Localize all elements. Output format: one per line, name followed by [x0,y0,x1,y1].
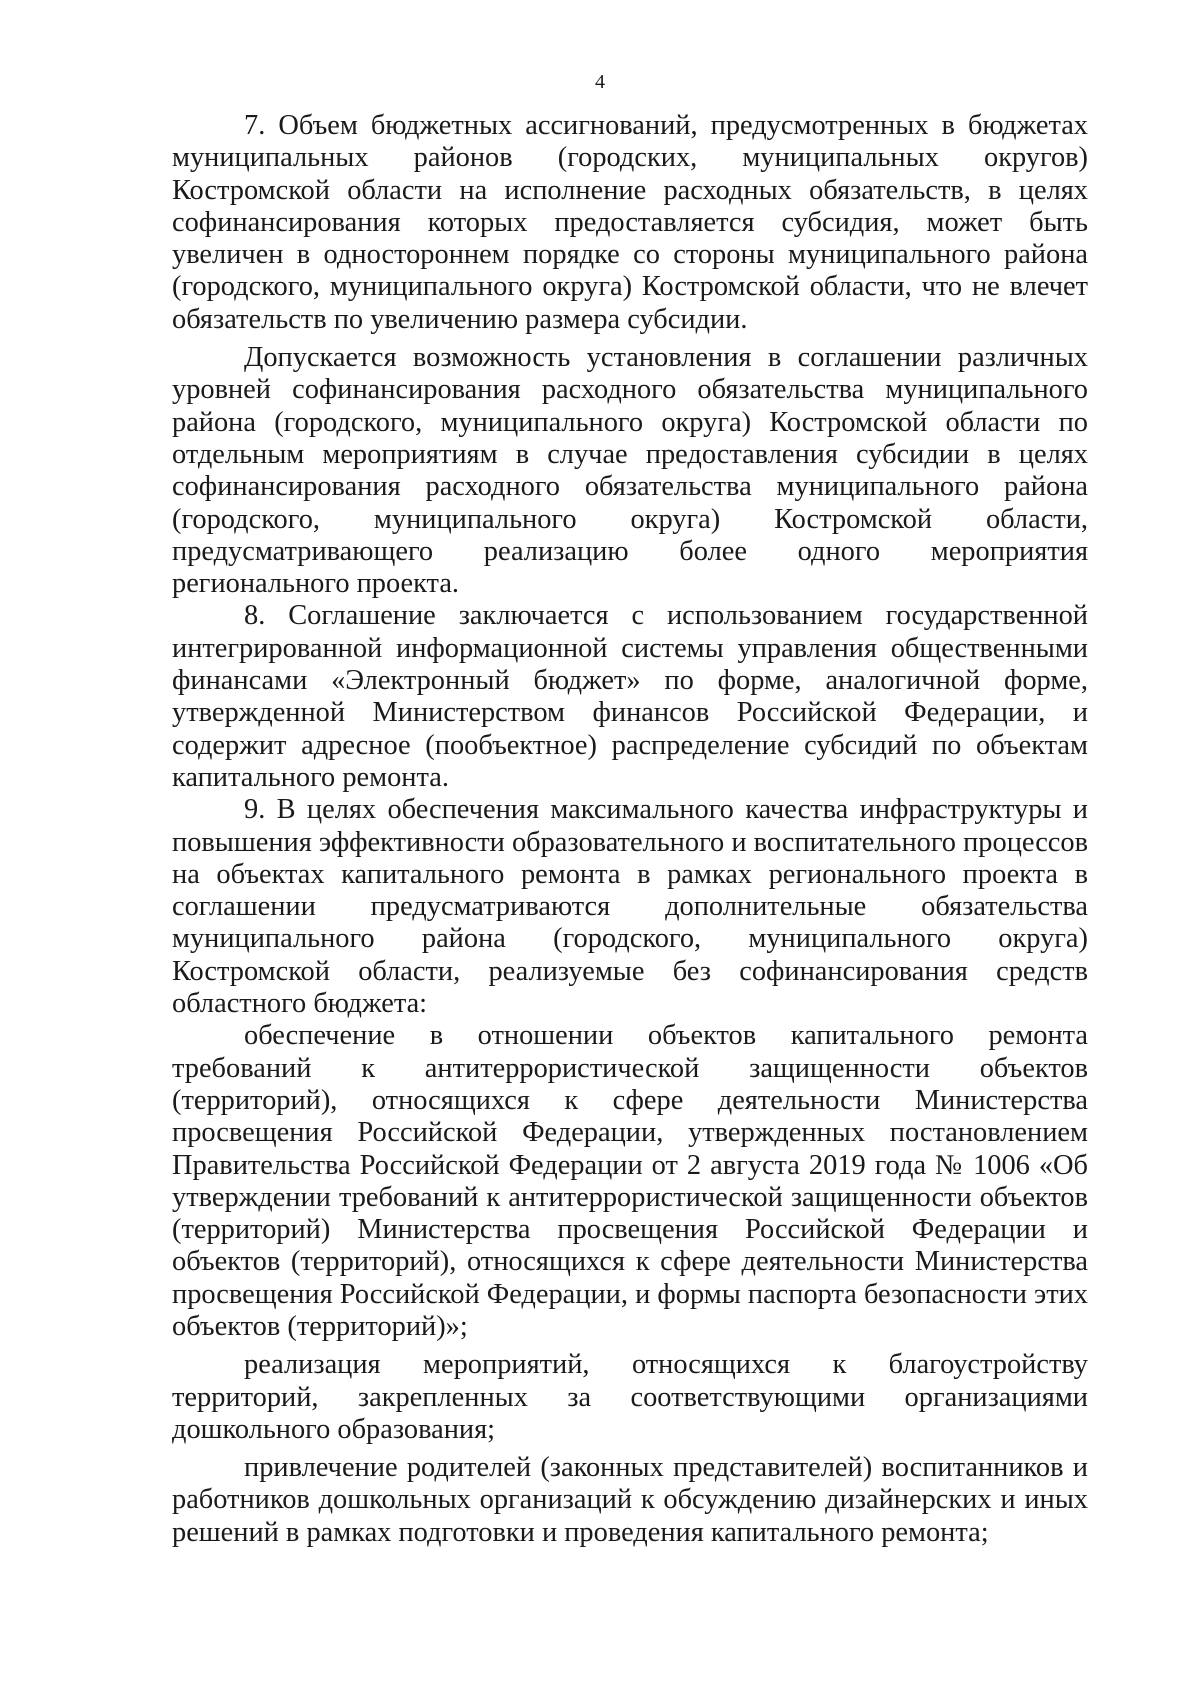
document-body [172,110,1088,1549]
paragraph-antiterror-requirements: обеспечение в отношении объектов капитального ремонта требований к антитеррористической защищенности объектов (территорий), относящихся к сфере деятельности Министерства просвещения Российской Федерации, утвержденных постановлением Правительства Российской Федерации от 2 августа 2019 года № 1006 «Об утверждении требований к антитеррористической защищенности объектов (территорий) Министерства просвещения Российской Федерации и объектов (территорий), относящихся к сфере деятельности Министерства просвещения Российской Федерации, и формы паспорта безопасности этих объектов (территорий)»; [172,1020,1088,1342]
page-number: 4 [595,71,605,93]
paragraph-item-7: 7. Объем бюджетных ассигнований, предусмотренных в бюджетах муниципальных районов (городских, муниципальных округов) Костромской области на исполнение расходных обязательств, в целях софинансирования которых предоставляется субсидия, может быть увеличен в одностороннем порядке со стороны муниципального района (городского, муниципального округа) Костромской области, что не влечет обязательств по увеличению размера субсидии. [172,110,1088,335]
paragraph-cofinancing-levels: Допускается возможность установления в соглашении различных уровней софинансирования расходного обязательства муниципального района (городского, муниципального округа) Костромской области по отдельным мероприятиям в случае предоставления субсидии в целях софинансирования расходного обязательства муниципального района (городского, муниципального округа) Костромской области, предусматривающего реализацию более одного мероприятия регионального проекта. [172,342,1088,600]
paragraph-parents-involvement: привлечение родителей (законных представителей) воспитанников и работников дошкольных организаций к обсуждению дизайнерских и иных решений в рамках подготовки и проведения капитального ремонта; [172,1452,1088,1548]
paragraph-landscaping: реализация мероприятий, относящихся к благоустройству территорий, закрепленных за соответствующими организациями дошкольного образования; [172,1349,1088,1445]
paragraph-item-8: 8. Соглашение заключается с использованием государственной интегрированной информационной системы управления общественными финансами «Электронный бюджет» по форме, аналогичной форме, утвержденной Министерством финансов Российской Федерации, и содержит адресное (пообъектное) распределение субсидий по объектам капитального ремонта. [172,600,1088,793]
paragraph-item-9: 9. В целях обеспечения максимального качества инфраструктуры и повышения эффективности образовательного и воспитательного процессов на объектах капитального ремонта в рамках регионального проекта в соглашении предусматриваются дополнительные обязательства муниципального района (городского, муниципального округа) Костромской области, реализуемые без софинансирования средств областного бюджета: [172,794,1088,1020]
